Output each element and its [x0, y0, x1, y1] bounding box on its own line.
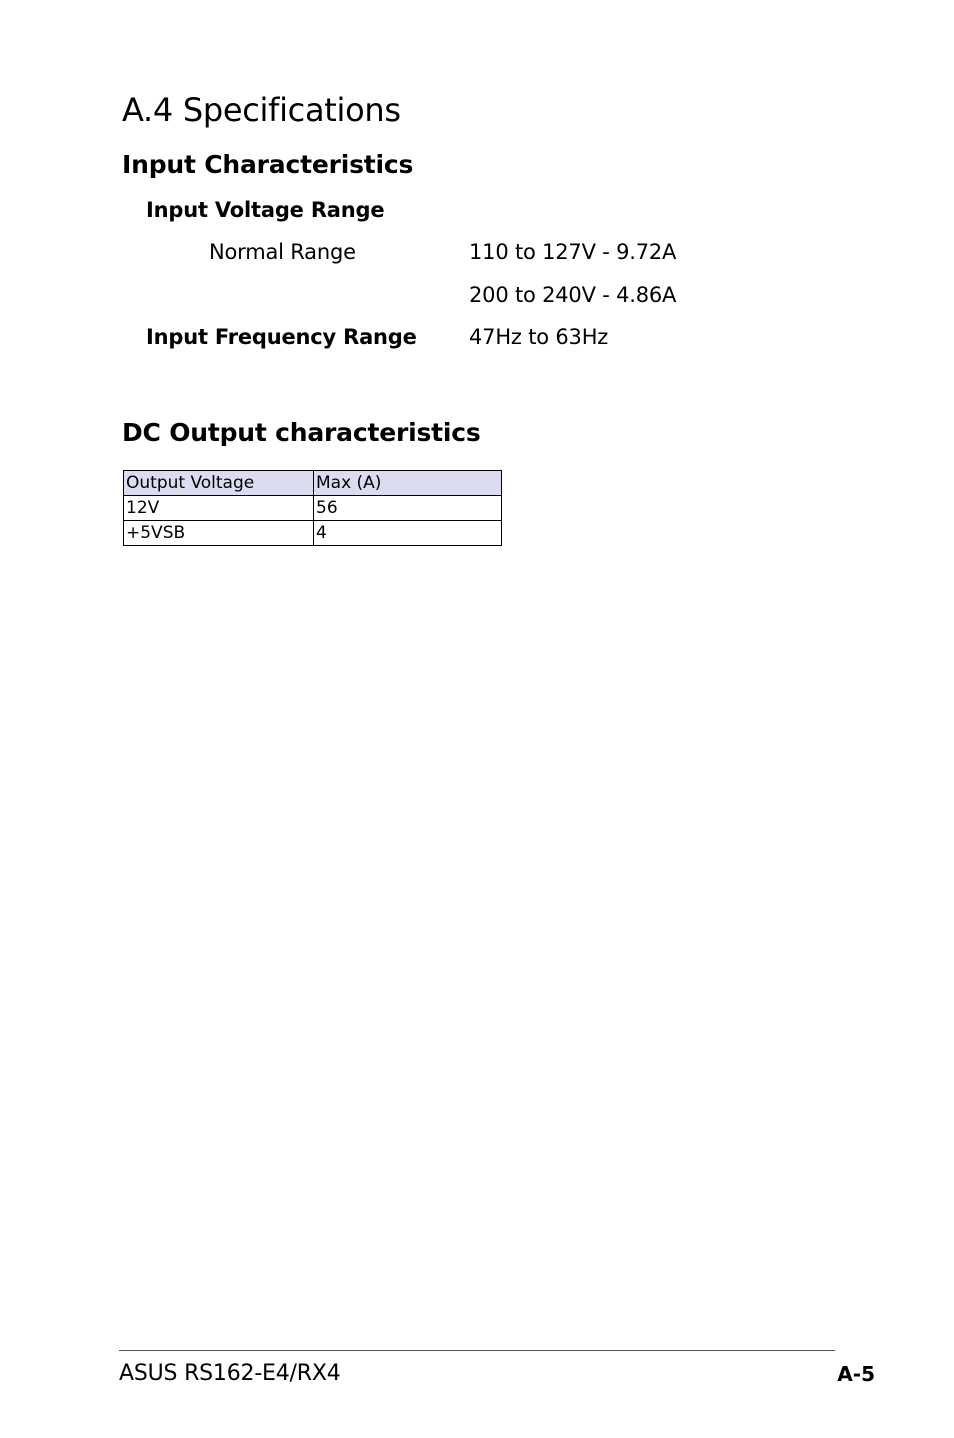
footer-page-number: A-5 [837, 1362, 875, 1386]
normal-range-value-1: 110 to 127V - 9.72A [469, 240, 677, 264]
table-cell: +5VSB [124, 521, 314, 546]
section-title: A.4 Specifications [122, 91, 401, 129]
table-row [124, 496, 502, 521]
input-characteristics-heading: Input Characteristics [122, 150, 414, 179]
input-frequency-range-value: 47Hz to 63Hz [469, 325, 609, 349]
normal-range-label: Normal Range [209, 240, 356, 264]
dc-output-heading: DC Output characteristics [122, 418, 481, 447]
input-frequency-range-label: Input Frequency Range [146, 325, 417, 349]
table-cell: 56 [314, 496, 502, 521]
footer-divider [119, 1350, 835, 1351]
table-header-row [124, 471, 502, 496]
table-header-cell: Output Voltage [124, 471, 314, 496]
dc-output-table [123, 470, 502, 546]
table-row [124, 521, 502, 546]
normal-range-value-2: 200 to 240V - 4.86A [469, 283, 677, 307]
table-header-cell: Max (A) [314, 471, 502, 496]
footer-product-name: ASUS RS162-E4/RX4 [119, 1361, 341, 1386]
table-cell: 4 [314, 521, 502, 546]
table-cell: 12V [124, 496, 314, 521]
input-voltage-range-label: Input Voltage Range [146, 198, 385, 222]
